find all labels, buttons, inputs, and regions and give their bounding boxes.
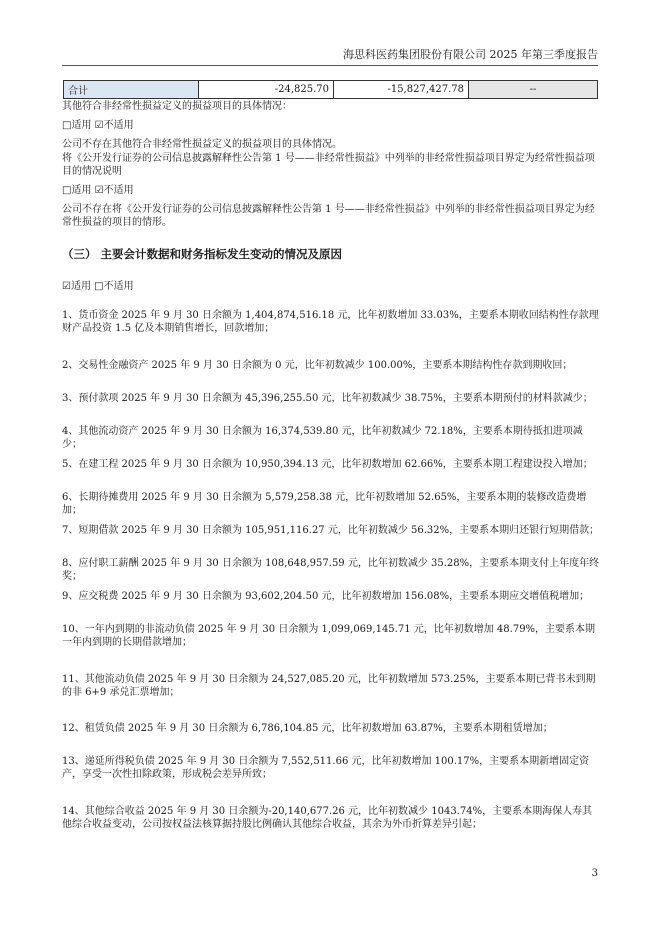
- reclass-statement: 公司不存在将《公开发行证券的公司信息披露解释性公告第 1 号——非经常性损益》中列举的非经常性损益项目界定为经常性损益的项目的情形。: [62, 204, 595, 228]
- list-item: 6、长期待摊费用 2025 年 9 月 30 日余额为 5,579,258.38 元，比年初数增加 52.65%，主要系本期的装修改造费增加；: [62, 492, 587, 516]
- header-divider: [62, 65, 598, 66]
- list-item: 2、交易性金融资产 2025 年 9 月 30 日余额为 0 元，比年初数减少 100.00%，主要系本期结构性存款到期收回；: [62, 360, 573, 371]
- section3-checkbox: ☑适用 □不适用: [62, 281, 134, 292]
- reclass-checkbox: □适用 ☑不适用: [62, 185, 134, 196]
- list-item: 1、货币资金 2025 年 9 月 30 日余额为 1,404,874,516.18 元，比年初数增加 33.03%，主要系本期收回结构性存款理财产品投资 1.5 亿及本期销售增长，回款增加；: [62, 310, 599, 334]
- list-item: 12、租赁负债 2025 年 9 月 30 日余额为 6,786,104.85 元，比年初数增加 63.87%，主要系本期租赁增加；: [62, 723, 553, 734]
- list-item: 10、一年内到期的非流动负债 2025 年 9 月 30 日余额为 1,099,069,145.71 元，比年初数增加 48.79%，主要系本期一年内到期的长期借款增加；: [62, 624, 596, 648]
- list-item: 7、短期借款 2025 年 9 月 30 日余额为 105,951,116.27 元，比年初数减少 56.32%，主要系本期归还银行短期借款；: [62, 525, 600, 536]
- page-number: 3: [591, 868, 598, 879]
- other-items-statement: 公司不存在其他符合非经常性损益定义的损益项目的具体情况。: [62, 139, 342, 150]
- list-item: 13、递延所得税负债 2025 年 9 月 30 日余额为 7,552,511.66 元，比年初数增加 100.17%，主要系本期新增固定资产，享受一次性扣除政策，形成税会差异所致；: [62, 756, 590, 780]
- total-value-cell: --: [469, 81, 598, 99]
- table-row: [64, 81, 598, 99]
- list-item: 14、其他综合收益 2025 年 9 月 30 日余额为-20,140,677.26 元，比年初数减少 1043.74%，主要系本期海保人寿其他综合收益变动，公司按权益法核算据持股比例确认其他综合收益，其余为外币折算差异引起；: [62, 806, 593, 830]
- total-row-table: [63, 80, 598, 99]
- list-item: 3、预付款项 2025 年 9 月 30 日余额为 45,396,255.50 元，比年初数减少 38.75%，主要系本期预付的材料款减少；: [62, 393, 593, 404]
- total-label-cell: 合计: [64, 81, 199, 99]
- total-value-cell: -24,825.70: [199, 81, 334, 99]
- list-item: 4、其他流动资产 2025 年 9 月 30 日余额为 16,374,539.80 元，比年初数减少 72.18%，主要系本期待抵扣进项减少；: [62, 426, 583, 450]
- reclass-intro: 将《公开发行证券的公司信息披露解释性公告第 1 号——非经常性损益》中列举的非经常性损益项目界定为经常性损益项目的情况说明: [62, 153, 595, 177]
- list-item: 5、在建工程 2025 年 9 月 30 日余额为 10,950,394.13 元，比年初数增加 62.66%，主要系本期工程建设投入增加；: [62, 459, 593, 470]
- other-items-checkbox: □适用 ☑不适用: [62, 120, 134, 131]
- section-heading: （三） 主要会计数据和财务指标发生变动的情况及原因: [62, 247, 343, 261]
- report-header-title: 海思科医药集团股份有限公司 2025 年第三季度报告: [343, 48, 598, 61]
- total-value-cell: -15,827,427.78: [334, 81, 469, 99]
- other-items-intro: 其他符合非经常性损益定义的损益项目的具体情况：: [62, 101, 292, 112]
- list-item: 9、应交税费 2025 年 9 月 30 日余额为 93,602,204.50 元，比年初数增加 156.08%，主要系本期应交增值税增加；: [62, 591, 590, 602]
- list-item: 11、其他流动负债 2025 年 9 月 30 日余额为 24,527,085.20 元，比年初数增加 573.25%，主要系本期已背书未到期的非 6+9 承兑汇票增加；: [62, 674, 596, 698]
- list-item: 8、应付职工薪酬 2025 年 9 月 30 日余额为 108,648,957.59 元，比年初数减少 35.28%，主要系本期支付上年度年终奖；: [62, 558, 600, 582]
